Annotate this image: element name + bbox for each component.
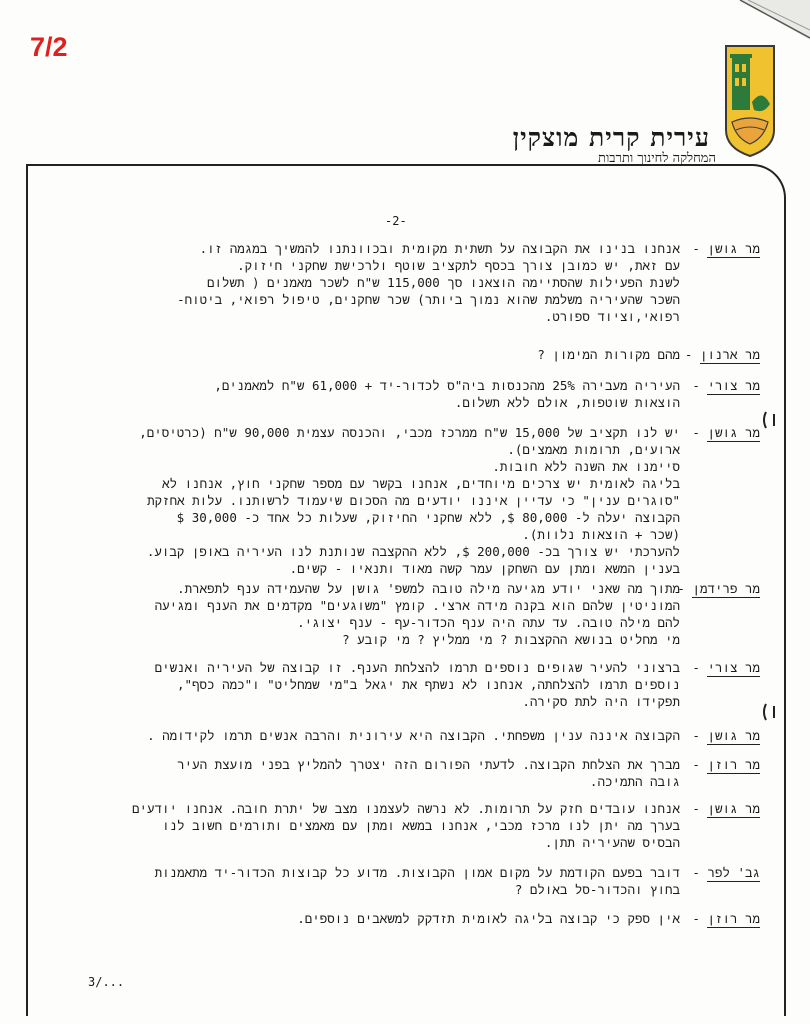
speech-line: גובה התמיכה. bbox=[589, 774, 680, 789]
speech-line: הקבוצה איננה ענין משפחתי. הקבוצה היא עירונית והרבה אנשים תרמו לקידומה . bbox=[147, 728, 680, 743]
handwritten-page-number: 7/2 bbox=[30, 32, 68, 62]
speaker-name: מר רוזן - bbox=[692, 757, 760, 772]
speech-line: בליגה לאומית יש צרכים מיוחדים, אנחנו בקשר עם מספר שחקני חוץ, אנחנו לא bbox=[162, 476, 680, 491]
speaker-name: מר רוזן - bbox=[692, 911, 760, 926]
speech-line: המוניטין שלהם הוא בקנה מידה ארצי. קומץ "משוגעים" מקדמים את הענף ומגיעה bbox=[154, 598, 680, 613]
speech-text bbox=[60, 864, 680, 898]
speech-text bbox=[60, 240, 680, 325]
city-emblem-icon bbox=[724, 44, 776, 158]
speech-line: "סוגרים ענין" כי עדיין איננו יודעים מה הסכום שיעמוד לרשותנו. עלות אחזקת bbox=[147, 493, 680, 508]
speaker-name-text: מר גושן bbox=[707, 241, 760, 256]
department-name: המחלקה לחינוך ותרבות bbox=[598, 151, 716, 166]
speaker-name: מר גושן - bbox=[692, 241, 760, 256]
speech-line: (שכר + הוצאות נלוות). bbox=[522, 527, 680, 542]
speaker-name-text: מר פרידמן bbox=[692, 581, 760, 596]
speech-line: אין ספק כי קבוצה בליגה לאומית תזדקק למשאבים נוספים. bbox=[297, 911, 680, 926]
speaker-name-text: מר גושן bbox=[707, 801, 760, 816]
document-frame-left-border bbox=[26, 164, 28, 1016]
speaker-name-text: מר גושן bbox=[707, 425, 760, 440]
speech-text bbox=[60, 727, 680, 744]
speech-text bbox=[60, 910, 680, 927]
continuation-marker: 3/... bbox=[88, 975, 125, 989]
speech-line: להערכתי יש צורך בכ- 200,000 $, ללא ההקצבה שנותנת לנו העיריה באופן קבוע. bbox=[146, 544, 680, 559]
speech-line: הבסיס שהעיריה תתן. bbox=[544, 835, 680, 850]
speaker-name: מר צורי - bbox=[692, 660, 760, 675]
speech-line: אנחנו בנינו את הקבוצה על תשתית מקומית ובכוונתנו להמשיך במגמה זו. bbox=[199, 241, 680, 256]
speaker-name: מר ארנון - bbox=[684, 347, 760, 362]
speaker-name: מר גושן - bbox=[692, 425, 760, 440]
binder-hole-mark-icon bbox=[758, 408, 782, 432]
speech-line: העיריה מעבירה 25% מהכנסות ביה"ס לכדור-יד + 61,000 ש"ח למאמנים, bbox=[214, 378, 680, 393]
speaker-name-text: גב' לפר bbox=[707, 865, 760, 880]
municipality-name: עירית קרית מוצקין bbox=[512, 123, 710, 152]
speech-line: הוצאות שוטפות, אולם ללא תשלום. bbox=[454, 395, 680, 410]
speaker-name-text: מר רוזן bbox=[707, 911, 760, 926]
page-corner-curl bbox=[720, 0, 810, 40]
speaker-name-text: מר רוזן bbox=[707, 757, 760, 772]
speech-line: דובר בפעם הקודמת על מקום אמון הקבוצות. מדוע כל קבוצות הכדור-יד מתאמנות bbox=[154, 865, 680, 880]
speech-line: בחוץ והכדור-סל באולם ? bbox=[514, 882, 680, 897]
speech-line: להם מילה טובה. עד עתה היה ענף הכדור-עף - ענף יצוגי. bbox=[297, 615, 680, 630]
speech-line: ברצוני להעיר שגופים נוספים תרמו להצלחת הענף. זו קבוצה של העיריה ואנשים bbox=[154, 660, 680, 675]
speech-text bbox=[60, 659, 680, 710]
speech-line: הקבוצה יעלה ל- 80,000 $, ללא שחקני החיזוק, שעלות כל אחד כ- 30,000 $ bbox=[176, 510, 680, 525]
speaker-name: מר פרידמן - bbox=[677, 581, 760, 596]
speech-line: מתוך מה שאני יודע מגיעה מילה טובה למשפ' גושן על שהעמידה ענף לתפארת. bbox=[177, 581, 680, 596]
speaker-name-text: מר צורי bbox=[707, 378, 760, 393]
speaker-name-text: מר צורי bbox=[707, 660, 760, 675]
speech-line: יש לנו תקציב של 15,000 ש"ח ממרכז מכבי, והכנסה עצמית 90,000 ש"ח (כרטיסים, bbox=[139, 425, 680, 440]
speech-text bbox=[60, 377, 680, 411]
speaker-name-text: מר ארנון bbox=[699, 347, 760, 362]
speech-line: בערך מה יתן לנו מרכז מכבי, אנחנו במשא ומתן עם מאמצים ותורמים חשוב לנו bbox=[162, 818, 680, 833]
letterhead bbox=[512, 123, 716, 166]
speech-line: רפואי,וציוד ספורט. bbox=[544, 309, 680, 324]
speaker-name: מר גושן - bbox=[692, 728, 760, 743]
speaker-name: גב' לפר - bbox=[692, 865, 760, 880]
speech-line: תפקידו היה לתת סקירה. bbox=[522, 694, 680, 709]
speech-line: השכר שהעיריה משלמת שהוא נמוך ביותר) שכר שחקנים, טיפול רפואי, ביטוח- bbox=[177, 292, 680, 307]
speech-text bbox=[60, 580, 680, 648]
page-number: -2- bbox=[385, 214, 407, 228]
speech-line: אנחנו עובדים חזק על תרומות. לא נרשה לעצמנו מצב של יתרת חובה. אנחנו יודעים bbox=[132, 801, 680, 816]
speech-line: ארועים, תרומות מאמצים). bbox=[507, 442, 680, 457]
speech-line: נוספים תרמו להצלחתה, אנחנו לא נשתף את יגאל ב"מי שמחליט" ו"כמה כסף", bbox=[177, 677, 680, 692]
speech-text bbox=[60, 756, 680, 790]
speech-line: עם זאת, יש כמובן צורך בכסף לתקציב שוטף ולרכישת שחקני חיזוק. bbox=[237, 258, 680, 273]
speech-line: לשנת הפעילות שהסתיימה הוצאנו סך 115,000 ש"ח לשכר מאמנים ( תשלום bbox=[206, 275, 680, 290]
speech-line: בענין המשא ומתן עם השחקן עמר קשה מאוד ותנאיו - קשים. bbox=[289, 561, 680, 576]
speech-text bbox=[60, 800, 680, 851]
speech-text bbox=[60, 346, 680, 363]
binder-hole-mark-icon bbox=[758, 700, 782, 724]
speaker-name: מר גושן - bbox=[692, 801, 760, 816]
speaker-name: מר צורי - bbox=[692, 378, 760, 393]
speech-text bbox=[60, 424, 680, 577]
speaker-name-text: מר גושן bbox=[707, 728, 760, 743]
speech-line: סיימנו את השנה ללא חובות. bbox=[492, 459, 680, 474]
speech-line: מהם מקורות המימון ? bbox=[537, 347, 680, 362]
speech-line: מי מחליט בנושא ההקצבות ? מי ממליץ ? מי קובע ? bbox=[342, 632, 680, 647]
speech-line: מברך את הצלחת הקבוצה. לדעתי הפורום הזה יצטרך להמליץ בפני מועצת העיר bbox=[177, 757, 680, 772]
